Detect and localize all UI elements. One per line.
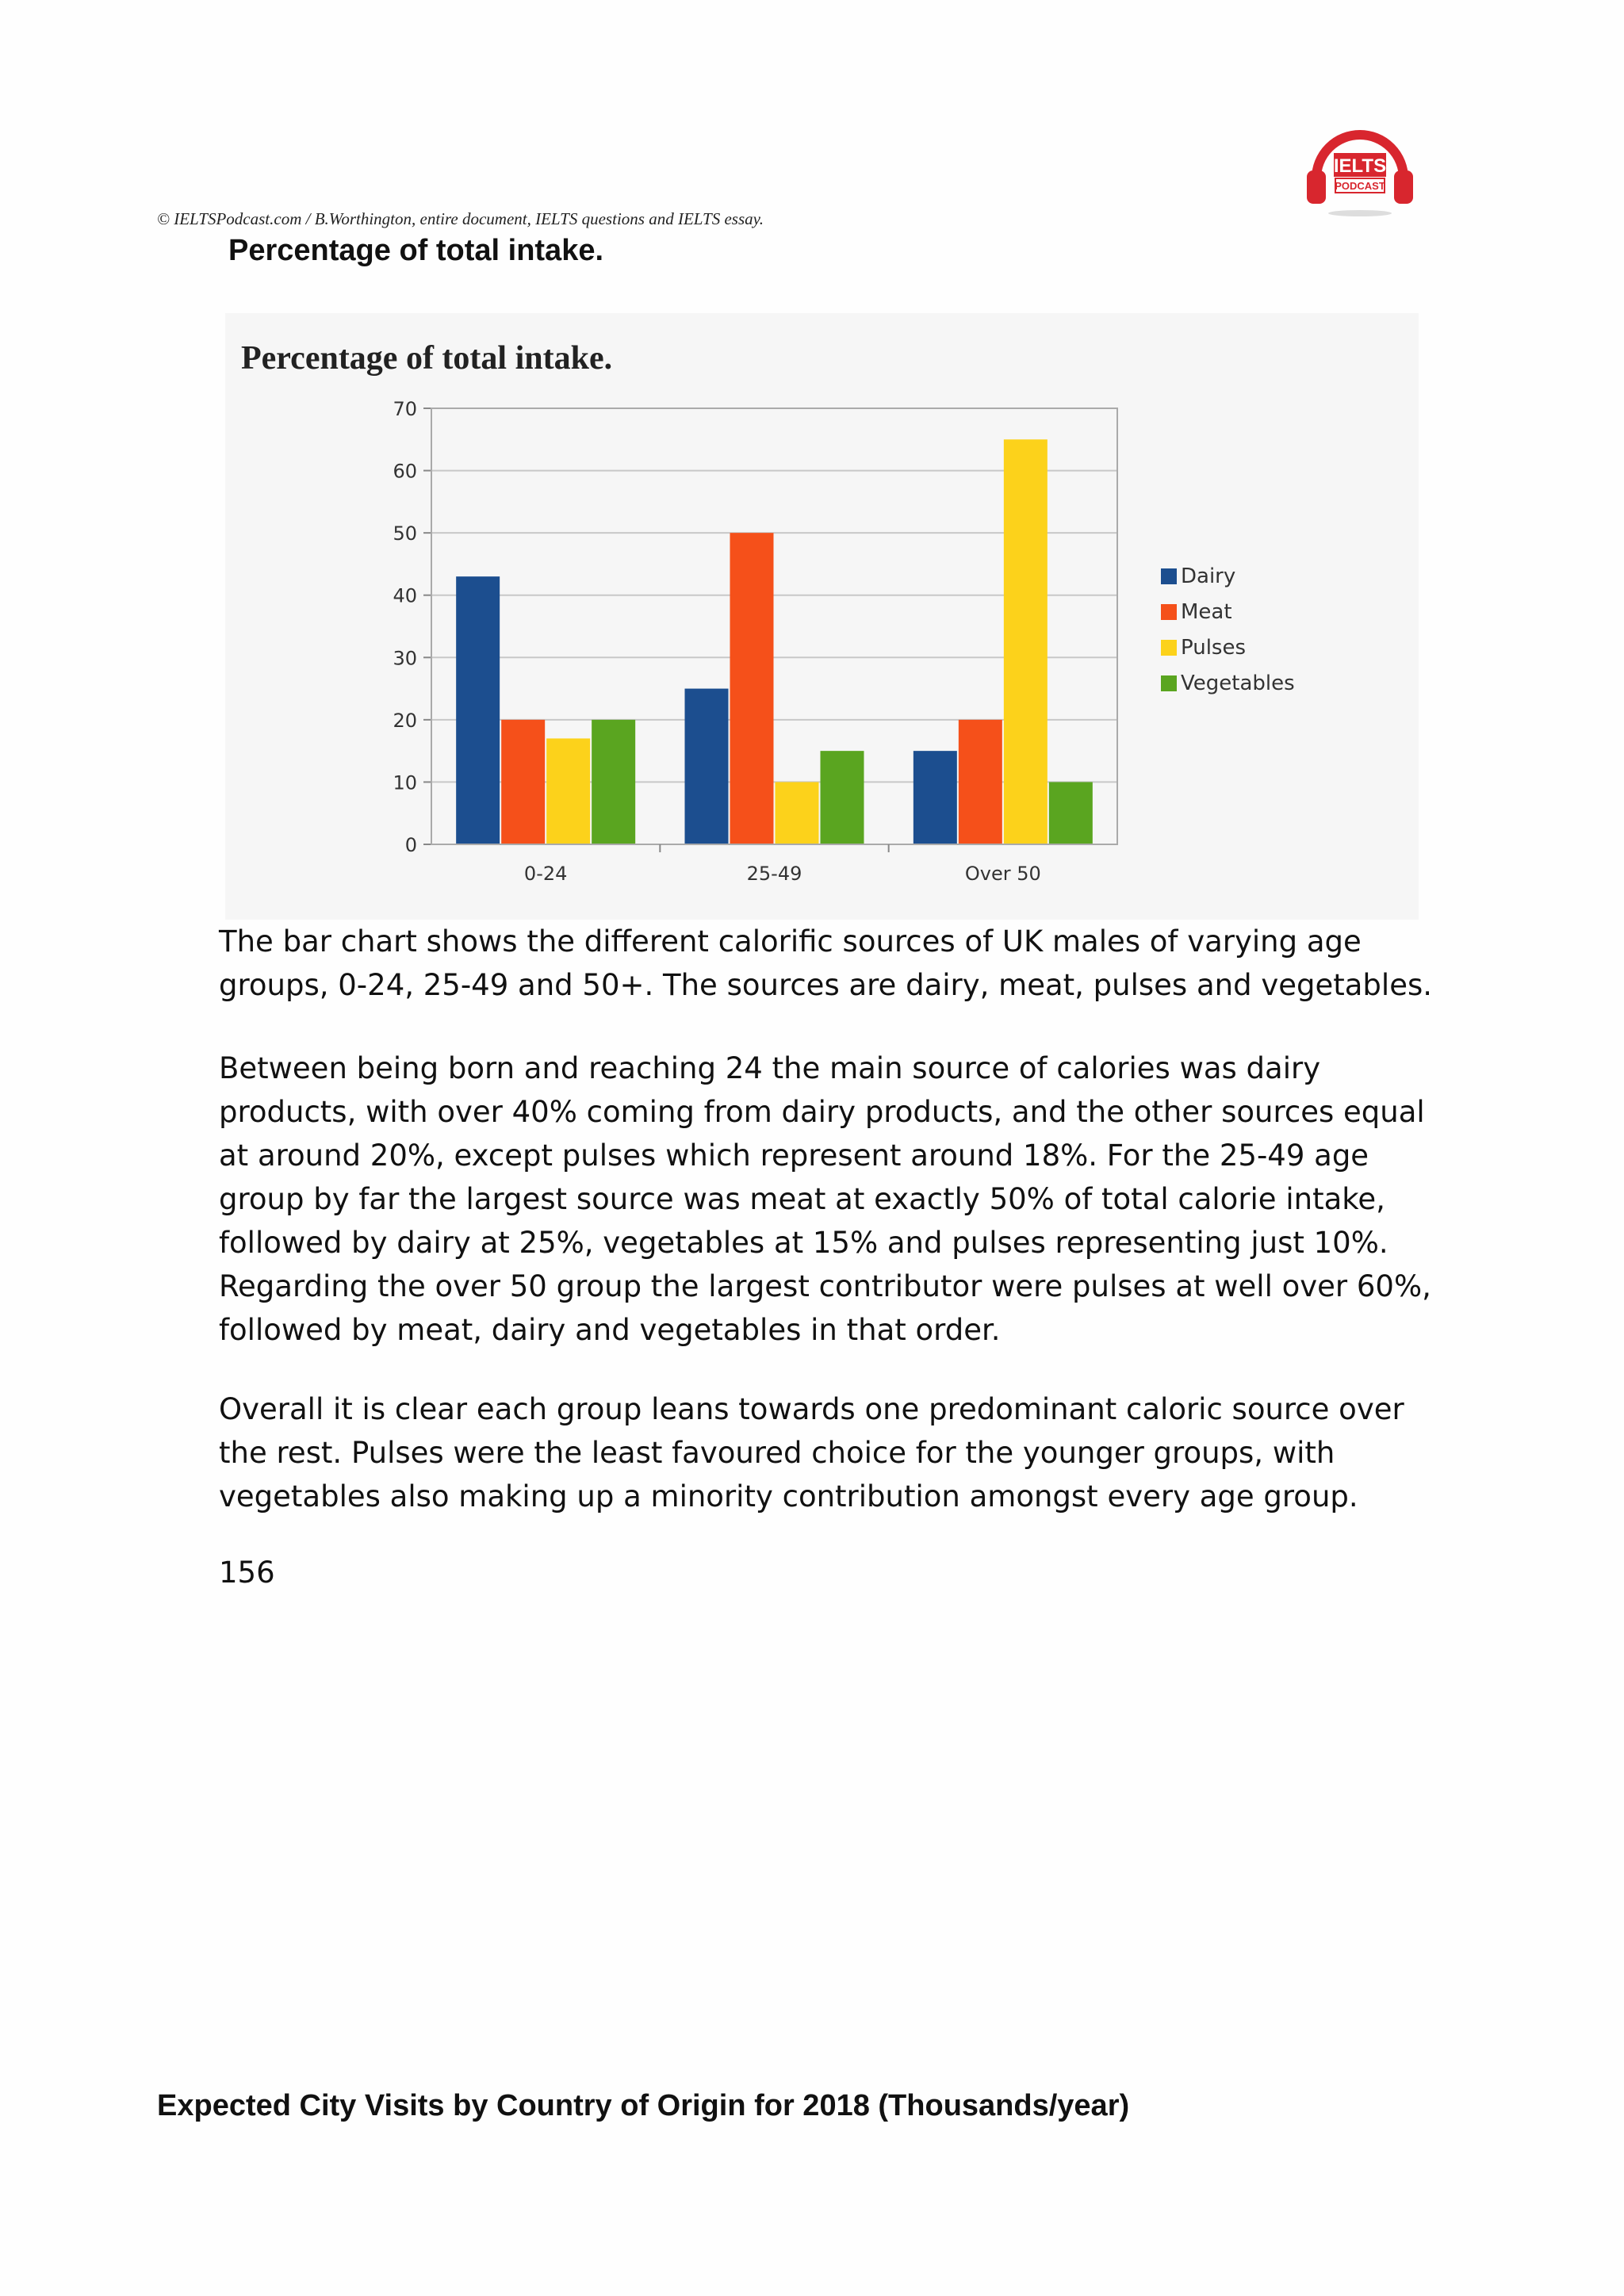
x-tick-label: Over 50 — [964, 863, 1041, 885]
legend-swatch-pulses — [1161, 640, 1177, 656]
legend-label-vegetables: Vegetables — [1181, 672, 1295, 695]
bar-dairy-1 — [685, 689, 729, 844]
bar-dairy-2 — [914, 751, 957, 844]
y-tick-label: 40 — [393, 584, 417, 607]
logo-subtext: PODCAST — [1335, 180, 1385, 192]
ielts-podcast-logo — [1300, 115, 1419, 218]
y-tick-label: 10 — [393, 771, 417, 794]
bar-pulses-2 — [1004, 439, 1048, 844]
next-section-heading: Expected City Visits by Country of Origin for 2018 (Thousands/year) — [157, 2089, 1130, 2122]
legend-label-meat: Meat — [1181, 600, 1232, 624]
bar-vegetables-1 — [821, 751, 864, 844]
bar-meat-0 — [501, 720, 545, 844]
bar-vegetables-2 — [1049, 782, 1093, 844]
bar-pulses-0 — [546, 738, 590, 844]
chart-legend — [1161, 564, 1295, 695]
y-tick-label: 50 — [393, 522, 417, 545]
bar-dairy-0 — [456, 576, 500, 844]
x-tick-label: 25-49 — [746, 863, 802, 885]
y-tick-label: 70 — [393, 398, 417, 420]
logo-text: IELTS — [1333, 155, 1387, 177]
y-tick-label: 30 — [393, 647, 417, 670]
bar-chart — [225, 313, 1419, 920]
legend-label-dairy: Dairy — [1181, 564, 1236, 588]
copyright-notice: © IELTSPodcast.com / B.Worthington, entire document, IELTS questions and IELTS essay. — [157, 209, 764, 228]
legend-swatch-vegetables — [1161, 675, 1177, 691]
y-tick-label: 20 — [393, 709, 417, 732]
bar-vegetables-0 — [592, 720, 635, 844]
paragraph-overall: Overall it is clear each group leans towards one predominant caloric source over the rest. Pulses were the least favoured choice for the younger groups, with vegetables also making up a minority contribution amongst every age group. — [219, 1392, 1404, 1513]
bar-meat-2 — [959, 720, 1002, 844]
y-tick-label: 60 — [393, 460, 417, 483]
bar-meat-1 — [730, 533, 774, 844]
bar-pulses-1 — [776, 782, 819, 844]
paragraph-intro: The bar chart shows the different calorific sources of UK males of varying age groups, 0-24, 25-49 and 50+. The sources are dairy, meat, pulses and vegetables. — [219, 924, 1432, 1002]
x-tick-label: 0-24 — [523, 863, 568, 885]
legend-swatch-meat — [1161, 604, 1177, 620]
chart-bars — [456, 439, 1093, 844]
section-heading: Percentage of total intake. — [228, 234, 604, 267]
y-tick-label: 0 — [404, 834, 417, 856]
legend-swatch-dairy — [1161, 568, 1177, 584]
chart-title: Percentage of total intake. — [241, 340, 613, 377]
page-number: 156 — [219, 1556, 275, 1590]
paragraph-details: Between being born and reaching 24 the main source of calories was dairy products, with over 40% coming from dairy products, and the other sources equal at around 20%, except pulses which represent around 18%. For the 25-49 age group by far the largest source was meat at exactly 50% of total calorie intake, followed by dairy at 25%, vegetables at 15% and pulses representing just 10%. Regarding the over 50 group the largest contributor were pulses at well over 60%, followed by meat, dairy and vegetables in that order. — [219, 1051, 1431, 1347]
legend-label-pulses: Pulses — [1181, 636, 1247, 660]
